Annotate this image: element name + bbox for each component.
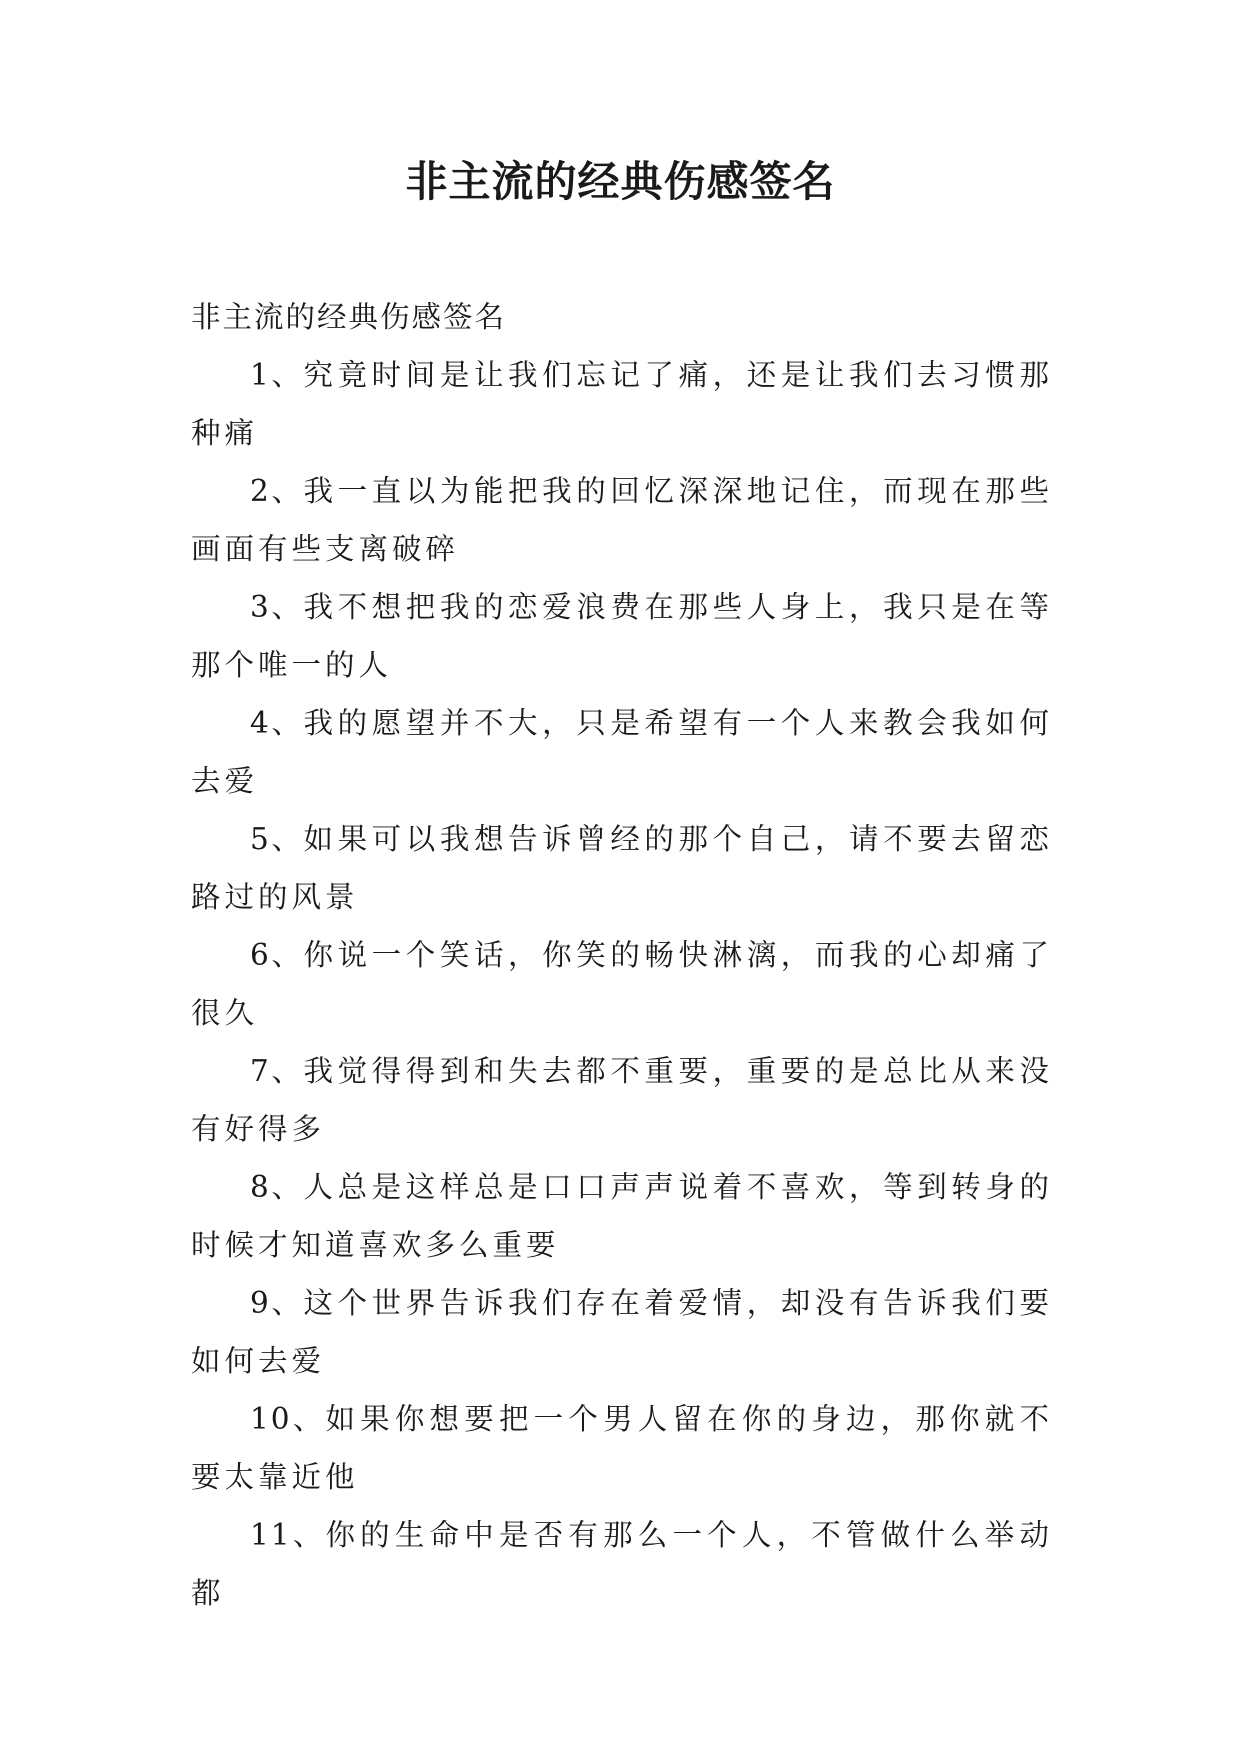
list-item: [191, 346, 1053, 462]
list-item: [191, 1042, 1053, 1158]
list-item-text: 如果你想要把一个男人留在你的身边，那你就不要太靠近他: [191, 1402, 1053, 1494]
list-item-text: 你说一个笑话，你笑的畅快淋漓，而我的心却痛了很久: [191, 938, 1053, 1030]
list-item: [191, 1158, 1053, 1274]
list-item: [191, 810, 1053, 926]
list-item-text: 你的生命中是否有那么一个人，不管做什么举动都: [191, 1518, 1053, 1610]
list-item-text: 我的愿望并不大，只是希望有一个人来教会我如何去爱: [191, 706, 1053, 798]
list-item: [191, 694, 1053, 810]
document-subtitle: 非主流的经典伤感签名: [191, 300, 507, 334]
list-item-text: 我不想把我的恋爱浪费在那些人身上，我只是在等那个唯一的人: [191, 590, 1053, 682]
document-body: [191, 288, 1053, 1622]
list-item-text: 究竟时间是让我们忘记了痛，还是让我们去习惯那种痛: [191, 358, 1053, 450]
list-item: [191, 926, 1053, 1042]
list-item: [191, 1506, 1053, 1622]
list-item-number: 10、: [250, 1402, 326, 1436]
list-item-number: 3、: [250, 590, 304, 624]
list-item-number: 8、: [250, 1170, 304, 1204]
list-item: [191, 462, 1053, 578]
list-item-text: 我一直以为能把我的回忆深深地记住，而现在那些画面有些支离破碎: [191, 474, 1053, 566]
document-title: 非主流的经典伤感签名: [405, 157, 836, 206]
list-item-number: 2、: [250, 474, 304, 508]
list-item-text: 这个世界告诉我们存在着爱情，却没有告诉我们要如何去爱: [191, 1286, 1053, 1378]
list-item: [191, 1274, 1053, 1390]
list-item-number: 9、: [250, 1286, 304, 1320]
list-item-number: 11、: [250, 1518, 326, 1552]
list-item: [191, 578, 1053, 694]
list-item-number: 7、: [250, 1054, 304, 1088]
list-item-text: 如果可以我想告诉曾经的那个自己，请不要去留恋路过的风景: [191, 822, 1053, 914]
list-item-number: 6、: [250, 938, 304, 972]
list-item-text: 我觉得得到和失去都不重要，重要的是总比从来没有好得多: [191, 1054, 1053, 1146]
list-item: [191, 1390, 1053, 1506]
list-item-text: 人总是这样总是口口声声说着不喜欢，等到转身的时候才知道喜欢多么重要: [191, 1170, 1053, 1262]
list-item-number: 1、: [250, 358, 304, 392]
list-item-number: 4、: [250, 706, 304, 740]
list-item-number: 5、: [250, 822, 304, 856]
